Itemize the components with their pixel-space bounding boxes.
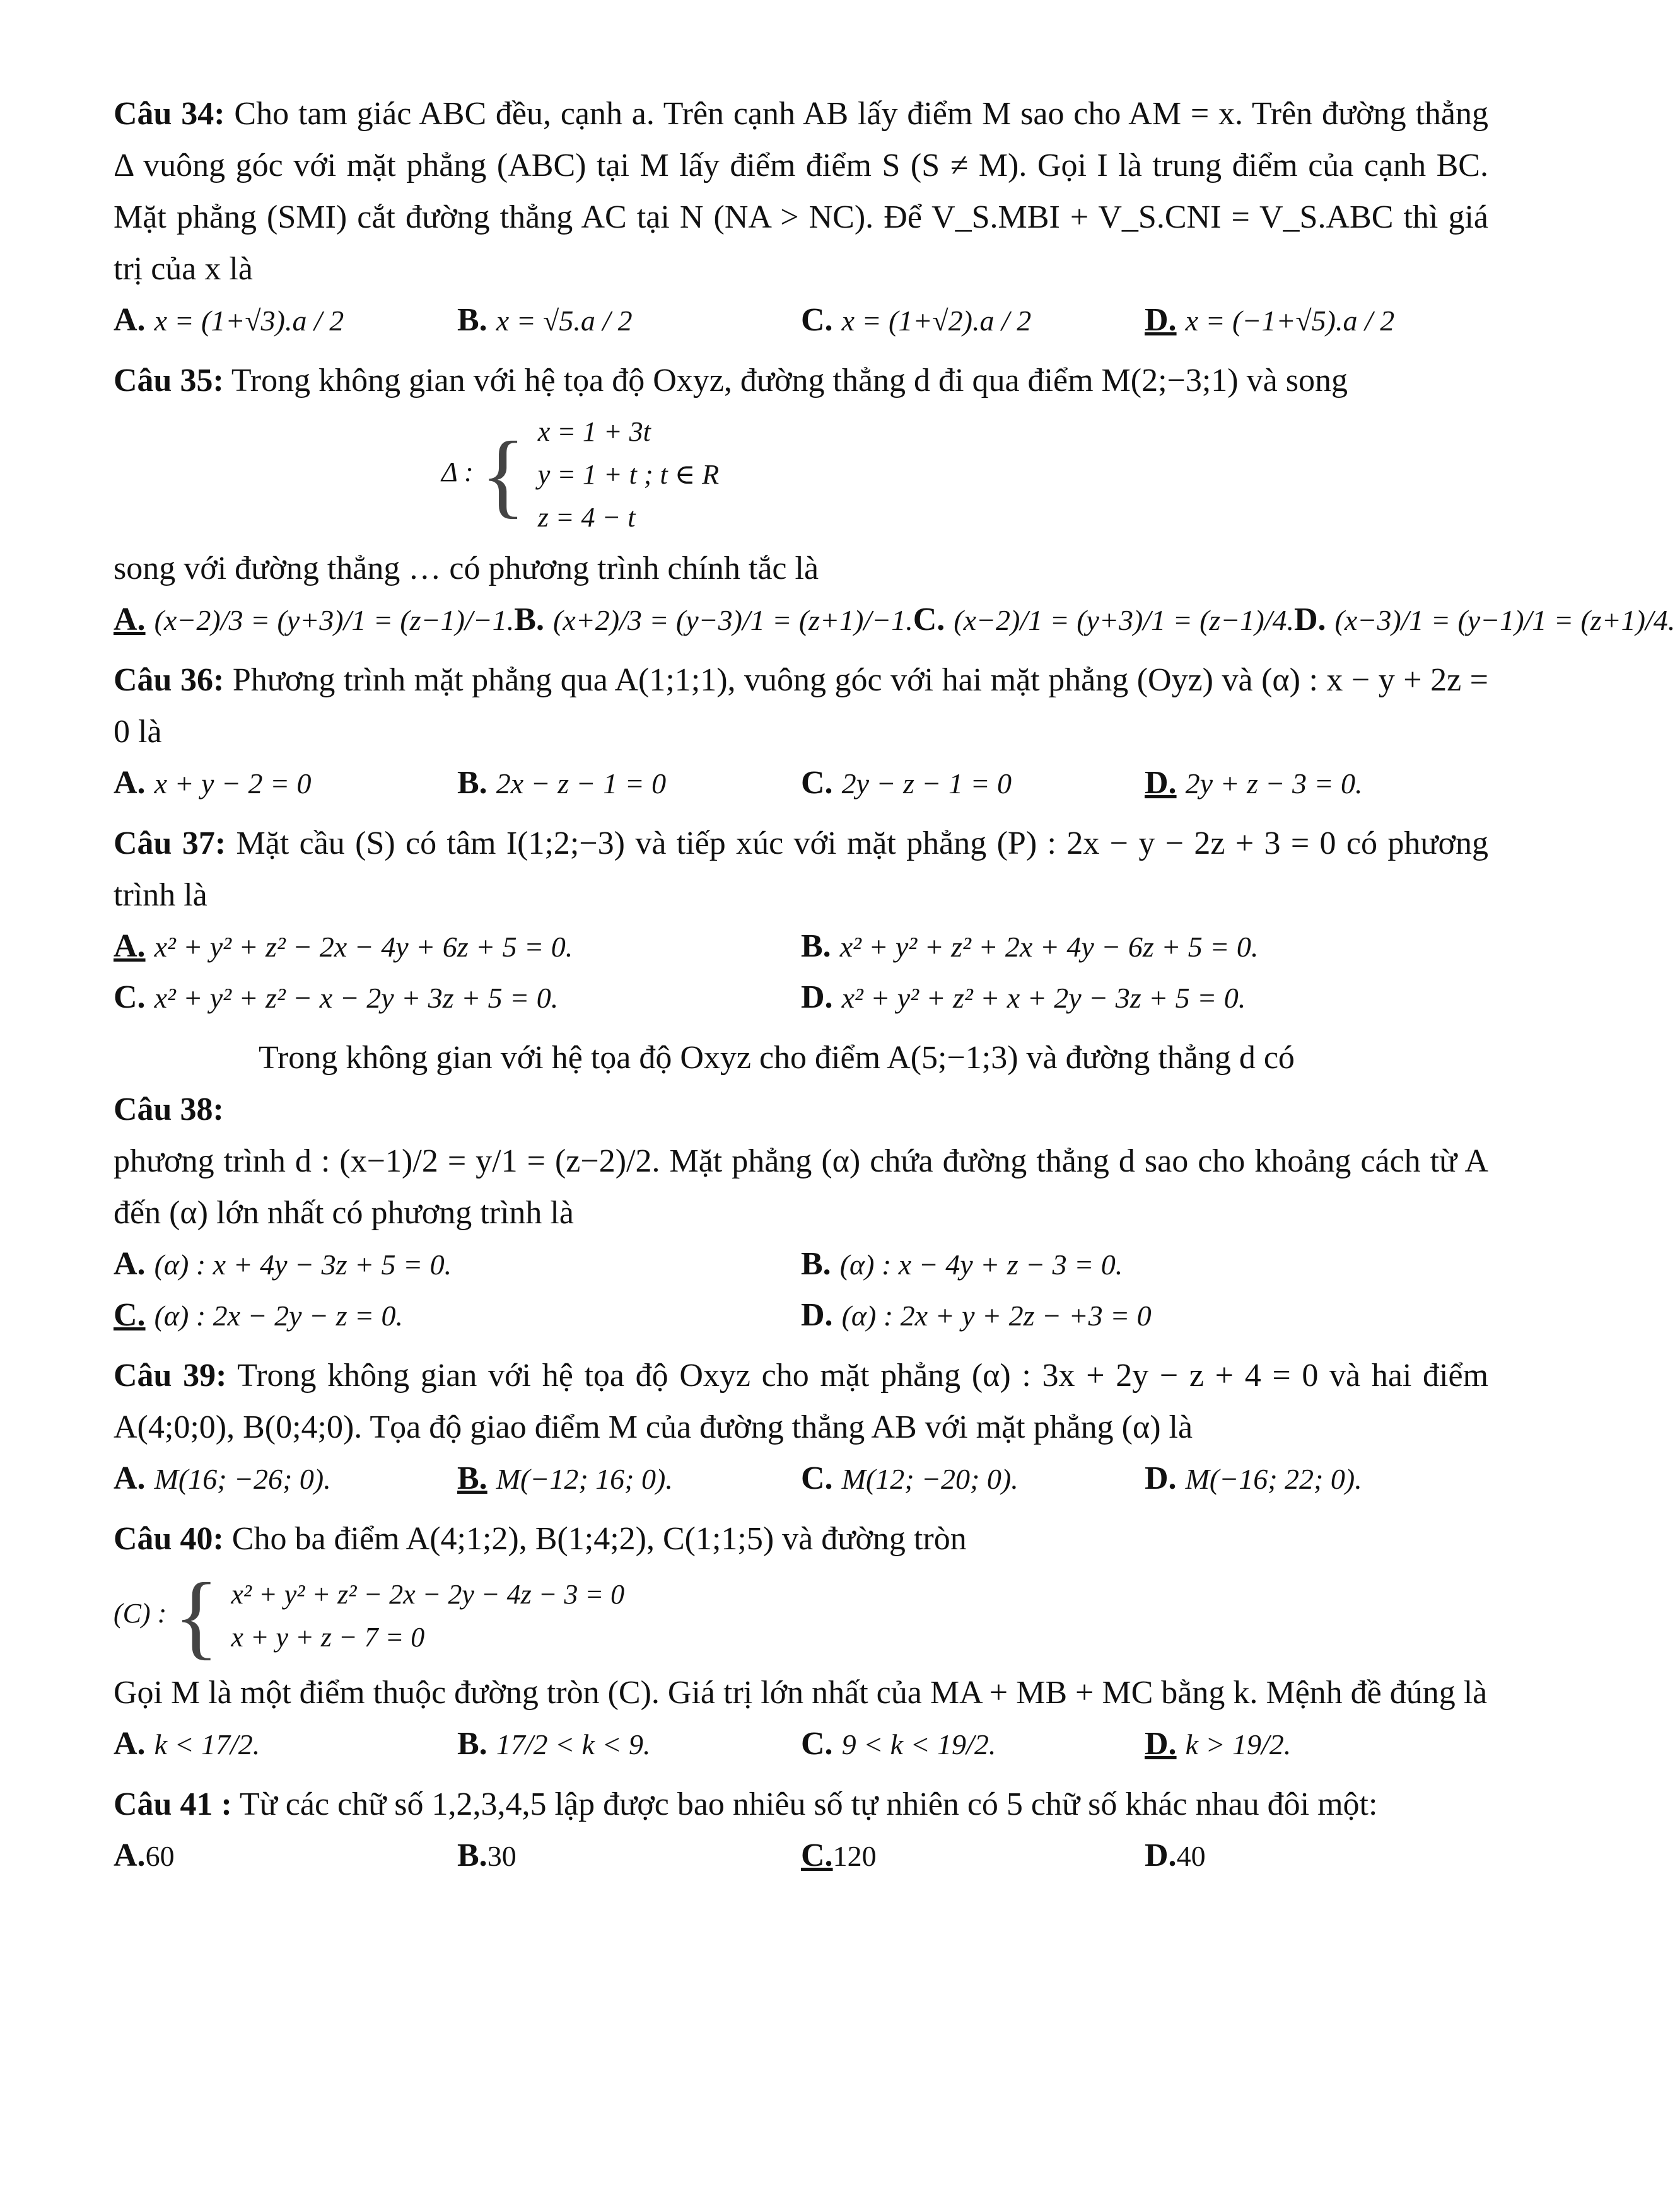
option-a[interactable]: [114, 1831, 457, 1882]
options-grid: [114, 921, 1488, 1023]
option-b[interactable]: [457, 758, 801, 809]
options-row: [114, 758, 1488, 809]
option-letter: A.: [114, 302, 146, 338]
option-text: (x−2)/3 = (y+3)/1 = (z−1)/−1.: [154, 604, 515, 636]
option-letter: C.: [913, 602, 945, 637]
option-letter: B.: [457, 765, 487, 801]
option-b[interactable]: [457, 1719, 801, 1770]
option-letter: A.: [114, 1460, 146, 1496]
options-row: [114, 1719, 1488, 1770]
option-letter: D.: [801, 979, 833, 1015]
option-b[interactable]: [801, 921, 1488, 972]
option-letter: C.: [801, 1726, 833, 1762]
option-letter: D.: [1145, 1837, 1177, 1873]
option-letter-marked: C.: [114, 1297, 146, 1333]
system-lines: [231, 1573, 624, 1659]
option-text: x² + y² + z² − 2x − 4y + 6z + 5 = 0.: [154, 931, 573, 963]
option-text: 40: [1176, 1840, 1206, 1872]
question-39: [114, 1350, 1488, 1505]
option-text: M(16; −26; 0).: [154, 1463, 331, 1495]
option-c[interactable]: [801, 1453, 1145, 1505]
question-label: Câu 39:: [114, 1358, 227, 1394]
option-letter-marked: D.: [1145, 765, 1177, 801]
option-text: 2x − z − 1 = 0: [496, 767, 667, 800]
option-letter-marked: D.: [1145, 1726, 1177, 1762]
system-line: y = 1 + t ; t ∈ R: [537, 459, 720, 490]
option-d[interactable]: [1145, 295, 1488, 346]
option-a[interactable]: [114, 1719, 457, 1770]
option-text: M(12; −20; 0).: [841, 1463, 1018, 1495]
system-line: z = 4 − t: [537, 502, 636, 533]
option-letter: A.: [114, 1246, 146, 1282]
option-a[interactable]: [114, 1453, 457, 1505]
option-text: x = √5.a / 2: [496, 305, 633, 337]
option-letter: B.: [457, 1726, 487, 1762]
option-text: (x−3)/1 = (y−1)/1 = (z+1)/4.: [1334, 604, 1675, 636]
option-letter: C.: [114, 979, 146, 1015]
option-text: 2y − z − 1 = 0: [841, 767, 1012, 800]
question-label: Câu 41 :: [114, 1786, 232, 1822]
option-d[interactable]: [801, 972, 1488, 1023]
option-letter: D.: [1145, 1460, 1177, 1496]
option-text: k > 19/2.: [1185, 1728, 1292, 1761]
option-letter: A.: [114, 765, 146, 801]
option-a[interactable]: [114, 1239, 801, 1290]
system-name: Δ :: [441, 457, 474, 488]
option-text: M(−12; 16; 0).: [496, 1463, 673, 1495]
option-letter: B.: [457, 302, 487, 338]
option-text: 2y + z − 3 = 0.: [1185, 767, 1363, 800]
question-text: Trong không gian với hệ tọa độ Oxyz, đường thẳng d đi qua điểm M(2;−3;1) và song: [231, 363, 1348, 399]
question-label: Câu 40:: [114, 1521, 224, 1557]
option-d[interactable]: [1145, 1831, 1488, 1882]
option-a[interactable]: [114, 758, 457, 809]
option-d[interactable]: [1294, 595, 1675, 646]
option-b[interactable]: [457, 1453, 801, 1505]
question-stem-2: phương trình d : (x−1)/2 = y/1 = (z−2)/2. Mặt phẳng (α) chứa đường thẳng d sao cho khoảng cách từ A đến (α) lớn nhất có phương trình là: [114, 1143, 1488, 1231]
option-letter-marked: C.: [801, 1837, 833, 1873]
option-text: x² + y² + z² − x − 2y + 3z + 5 = 0.: [154, 982, 559, 1014]
question-stem: [114, 355, 1488, 407]
question-text: Cho ba điểm A(4;1;2), B(1;4;2), C(1;1;5) và đường tròn: [231, 1521, 967, 1557]
question-label: Câu 36:: [114, 662, 225, 698]
system-line: x² + y² + z² − 2x − 2y − 4z − 3 = 0: [231, 1579, 625, 1610]
option-text: x = (1+√3).a / 2: [154, 305, 344, 337]
question-stem: [114, 1779, 1488, 1831]
option-text: (α) : 2x − 2y − z = 0.: [154, 1300, 404, 1332]
option-c[interactable]: [114, 972, 801, 1023]
option-text: M(−16; 22; 0).: [1185, 1463, 1362, 1495]
option-d[interactable]: [1145, 758, 1488, 809]
option-text: x = (−1+√5).a / 2: [1185, 305, 1395, 337]
question-label: Câu 37:: [114, 825, 226, 861]
question-36: [114, 655, 1488, 809]
exam-page: [114, 88, 1675, 1890]
option-d[interactable]: [1145, 1453, 1488, 1505]
question-34: [114, 88, 1488, 346]
question-stem: [114, 1350, 1488, 1453]
option-a[interactable]: [114, 595, 514, 646]
option-text: 17/2 < k < 9.: [496, 1728, 651, 1761]
option-text: k < 17/2.: [154, 1728, 260, 1761]
question-text: Phương trình mặt phẳng qua A(1;1;1), vuông góc với hai mặt phẳng (Oyz) và (α) : x − y + 2z = 0 là: [114, 662, 1489, 750]
brace-icon: {: [173, 1564, 219, 1668]
question-stem-2: song với đường thẳng … có phương trình chính tắc là: [114, 550, 819, 586]
option-text: 30: [487, 1840, 517, 1872]
options-row: [114, 595, 1675, 646]
option-letter-marked: A.: [114, 602, 146, 637]
option-letter: C.: [801, 1460, 833, 1496]
question-stem: [114, 88, 1488, 295]
question-label: Câu 35:: [114, 363, 224, 399]
option-text: (x+2)/3 = (y−3)/1 = (z+1)/−1.: [552, 604, 913, 636]
options-row: [114, 295, 1488, 346]
option-text: (α) : 2x + y + 2z − +3 = 0: [841, 1300, 1152, 1332]
question-37: [114, 818, 1488, 1023]
question-40: [114, 1513, 1488, 1770]
system-lines: [538, 410, 719, 539]
question-text: Cho tam giác ABC đều, cạnh a. Trên cạnh AB lấy điểm M sao cho AM = x. Trên đường thẳng Δ vuông góc với mặt phẳng (ABC) tại M lấy điểm điểm S (S ≠ M). Gọi I là trung điểm của cạnh BC. Mặt phẳng (SMI) cắt đường thẳng AC tại N (NA > NC). Để V_S.MBI + V_S.CNI = V_S.ABC thì giá trị của x là: [114, 96, 1488, 287]
question-label-row: [114, 1084, 1488, 1136]
question-label: Câu 38:: [114, 1091, 224, 1127]
option-letter: C.: [801, 765, 833, 801]
option-text: x = (1+√2).a / 2: [841, 305, 1032, 337]
option-text: (α) : x + 4y − 3z + 5 = 0.: [154, 1249, 452, 1281]
option-text: (x−2)/1 = (y+3)/1 = (z−1)/4.: [954, 604, 1294, 636]
option-d[interactable]: [801, 1290, 1488, 1341]
option-a[interactable]: [114, 295, 457, 346]
question-label: Câu 34:: [114, 96, 225, 132]
option-letter: D.: [1293, 602, 1326, 637]
equation-system: [114, 1564, 1488, 1668]
option-letter-marked: A.: [114, 928, 146, 964]
question-38: [114, 1032, 1488, 1341]
option-letter: D.: [801, 1297, 833, 1333]
option-letter-marked: D.: [1145, 302, 1177, 338]
options-grid: [114, 1239, 1488, 1341]
options-row: [114, 1831, 1488, 1882]
question-text: Mặt cầu (S) có tâm I(1;2;−3) và tiếp xúc với mặt phẳng (P) : 2x − y − 2z + 3 = 0 có phương trình là: [114, 825, 1489, 913]
option-letter: B.: [514, 602, 544, 637]
question-text: Từ các chữ số 1,2,3,4,5 lập được bao nhiêu số tự nhiên có 5 chữ số khác nhau đôi một:: [239, 1786, 1378, 1822]
option-letter: B.: [801, 928, 831, 964]
option-d[interactable]: [1145, 1719, 1488, 1770]
option-c[interactable]: [114, 1290, 801, 1341]
equation-system: [441, 410, 1488, 539]
option-text: 120: [832, 1840, 877, 1872]
option-b[interactable]: [514, 595, 913, 646]
option-letter: A.: [114, 1837, 146, 1873]
question-stem: [114, 655, 1488, 758]
option-c[interactable]: [801, 758, 1145, 809]
option-letter: B.: [457, 1837, 487, 1873]
question-stem-2: Gọi M là một điểm thuộc đường tròn (C). Giá trị lớn nhất của MA + MB + MC bằng k. Mệnh đề đúng là: [114, 1675, 1488, 1711]
question-35: [114, 355, 1675, 646]
question-stem: [114, 1513, 1488, 1565]
question-stem: [114, 818, 1488, 921]
option-text: x² + y² + z² + x + 2y − 3z + 5 = 0.: [841, 982, 1246, 1014]
option-b[interactable]: [457, 1831, 801, 1882]
option-a[interactable]: [114, 921, 801, 972]
option-text: x² + y² + z² + 2x + 4y − 6z + 5 = 0.: [839, 931, 1259, 963]
option-letter-marked: B.: [457, 1460, 487, 1496]
option-c[interactable]: [801, 1719, 1145, 1770]
question-text: Trong không gian với hệ tọa độ Oxyz cho điểm A(5;−1;3) và đường thẳng d có: [259, 1040, 1295, 1076]
options-row: [114, 1453, 1488, 1505]
option-letter: B.: [801, 1246, 831, 1282]
system-name: (C) :: [114, 1598, 167, 1629]
option-text: 60: [145, 1840, 175, 1872]
option-text: (α) : x − 4y + z − 3 = 0.: [839, 1249, 1123, 1281]
option-b[interactable]: [457, 295, 801, 346]
option-c[interactable]: [801, 295, 1145, 346]
brace-icon: {: [480, 422, 526, 527]
option-b[interactable]: [801, 1239, 1488, 1290]
option-c[interactable]: [801, 1831, 1145, 1882]
option-text: 9 < k < 19/2.: [841, 1728, 996, 1761]
system-line: x + y + z − 7 = 0: [231, 1622, 425, 1653]
option-text: x + y − 2 = 0: [154, 767, 312, 800]
question-41: [114, 1779, 1488, 1882]
option-letter: C.: [801, 302, 833, 338]
option-c[interactable]: [913, 595, 1294, 646]
option-letter: A.: [114, 1726, 146, 1762]
question-text: Trong không gian với hệ tọa độ Oxyz cho mặt phẳng (α) : 3x + 2y − z + 4 = 0 và hai điểm A(4;0;0), B(0;4;0). Tọa độ giao điểm M của đường thẳng AB với mặt phẳng (α) là: [114, 1358, 1489, 1445]
system-line: x = 1 + 3t: [537, 416, 651, 447]
